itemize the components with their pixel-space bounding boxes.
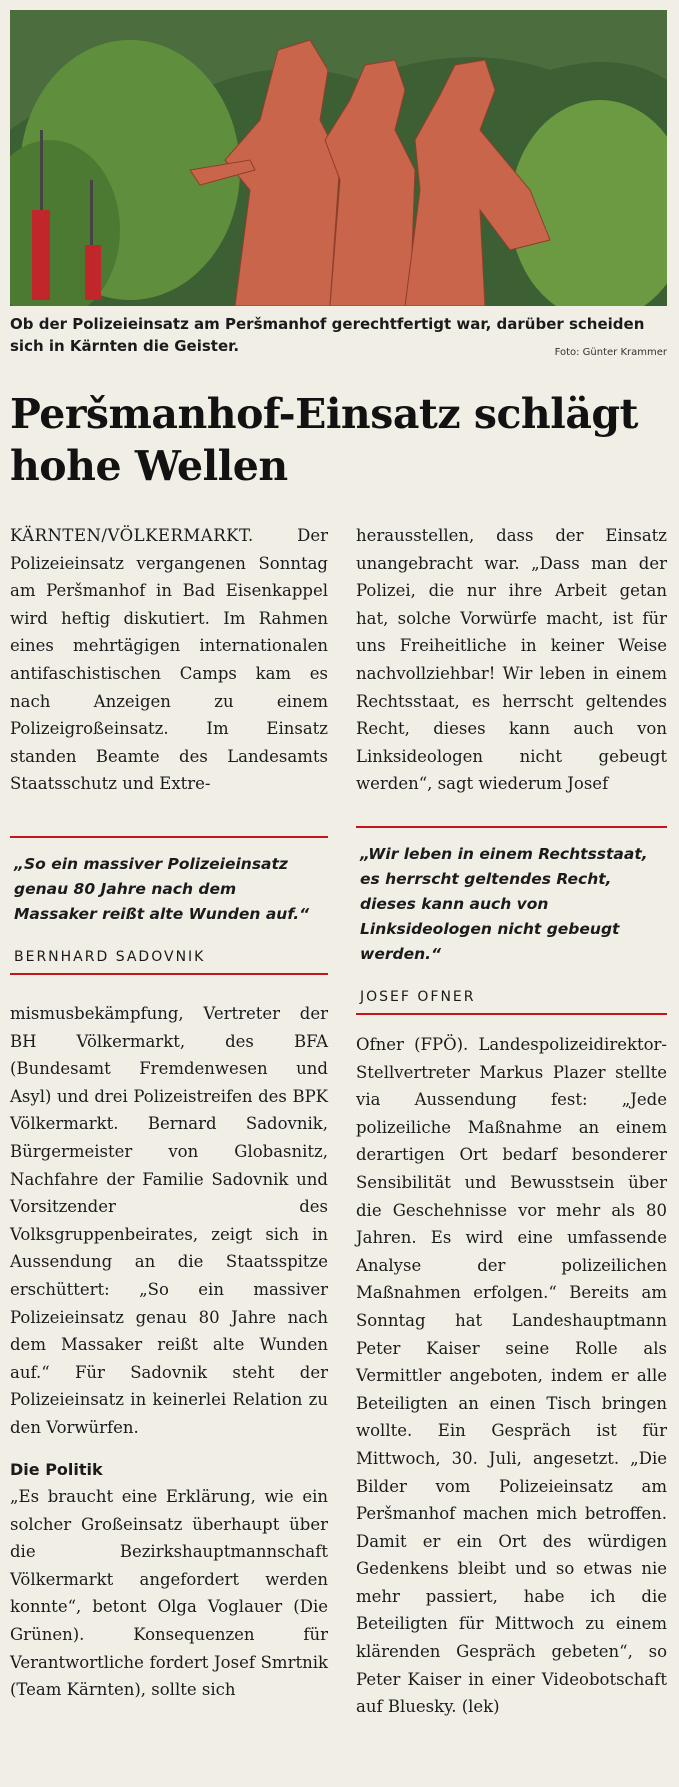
column-1-bottom	[10, 1000, 328, 1704]
body-text: „Es braucht eine Erklärung, wie ein solcher Großeinsatz überhaupt über die Bezirkshauptmannschaft Völkermarkt angefordert werden konnte“, betont Olga Voglauer (Die Grünen). Konsequenzen für Verantwortliche fordert Josef Smrtnik (Team Kärnten), sollte sich	[10, 1487, 328, 1700]
dateline: KÄRNTEN/VÖLKERMARKT.	[10, 526, 254, 545]
column-1-top	[10, 522, 328, 798]
photo-credit: Foto: Günter Krammer	[554, 347, 667, 358]
body-text: mismusbekämpfung, Vertreter der BH Völkermarkt, des BFA (Bundesamt Fremdenwesen und Asyl) und drei Polizeistreifen des BPK Völkermarkt. Bernard Sadovnik, Bürgermeister von Globasnitz, Nachfahre der Familie Sadovnik und Vorsitzender des Volksgruppenbeirates, zeigt sich in Aussendung an die Staatsspitze erschüttert: „So ein massiver Polizeieinsatz genau 80 Jahre nach dem Massaker reißt alte Wunden auf.“ Für Sadovnik steht der Polizeieinsatz in keinerlei Relation zu den Vorwürfen.	[10, 1004, 328, 1437]
quote-author: BERNHARD SADOVNIK	[14, 949, 206, 965]
article-headline: Peršmanhof-Einsatz schlägt hohe Wellen	[10, 390, 638, 490]
body-text: Der Polizeieinsatz vergangenen Sonntag am Peršmanhof in Bad Eisenkappel wird heftig diskutiert. Im Rahmen eines mehrtägigen internationalen antifaschistischen Camps kam es nach Anzeigen zu einem Polizeigroßeinsatz. Im Einsatz standen Beamte des Landesamts Staatsschutz und Extre-	[10, 526, 328, 794]
article-photo	[10, 10, 667, 306]
quote-text: „Wir leben in einem Rechtsstaat, es herrscht geltendes Recht, dieses kann auch von Linksideologen nicht gebeugt werden.“	[360, 845, 648, 963]
pull-quote	[356, 826, 667, 1015]
subheading: Die Politik	[10, 1459, 103, 1479]
body-text: Ofner (FPÖ). Landespolizeidirektor-Stellvertreter Markus Plazer stellte via Aussendung fest: „Jede polizeiliche Maßnahme an einem derartigen Ort bedarf besonderer Sensibilität und Bewusstsein über die Geschehnisse vor mehr als 80 Jahren. Es wird eine umfassende Analyse der polizeilichen Maßnahmen erfolgen.“ Bereits am Sonntag hat Landeshauptmann Peter Kaiser seine Rolle als Vermittler angeboten, indem er alle Beteiligten an einen Tisch bringen wollte. Ein Gespräch ist für Mittwoch, 30. Juli, angesetzt. „Die Bilder vom Polizeieinsatz am Peršmanhof machen mich betroffen. Damit er ein Ort des würdigen Gedenkens bleibt und so etwas nie mehr passiert, habe ich die Beteiligten für Mittwoch zu einem klärenden Gespräch gebeten“, so Peter Kaiser in einer Videobotschaft auf Bluesky. (lek)	[356, 1035, 667, 1717]
photo-caption: Ob der Polizeieinsatz am Peršmanhof gerechtfertigt war, darüber scheiden sich in Kärnten die Geister.	[10, 315, 645, 355]
quote-rule-bottom	[10, 973, 328, 975]
quote-rule-bottom	[356, 1013, 667, 1015]
quote-text: „So ein massiver Polizeieinsatz genau 80 Jahre nach dem Massaker reißt alte Wunden auf.“	[14, 855, 310, 923]
quote-author: JOSEF OFNER	[360, 989, 476, 1005]
monument-illustration	[10, 10, 667, 306]
pull-quote	[10, 836, 328, 975]
column-2-top	[356, 522, 667, 798]
column-2-bottom	[356, 1031, 667, 1721]
body-text: herausstellen, dass der Einsatz unangebracht war. „Dass man der Polizei, die nur ihre Arbeit getan hat, solche Vorwürfe macht, ist für uns Freiheitliche in keiner Weise nachvollziehbar! Wir leben in einem Rechtsstaat, es herrscht geltendes Recht, dieses kann auch von Linksideologen nicht gebeugt werden“, sagt wiederum Josef	[356, 526, 667, 794]
